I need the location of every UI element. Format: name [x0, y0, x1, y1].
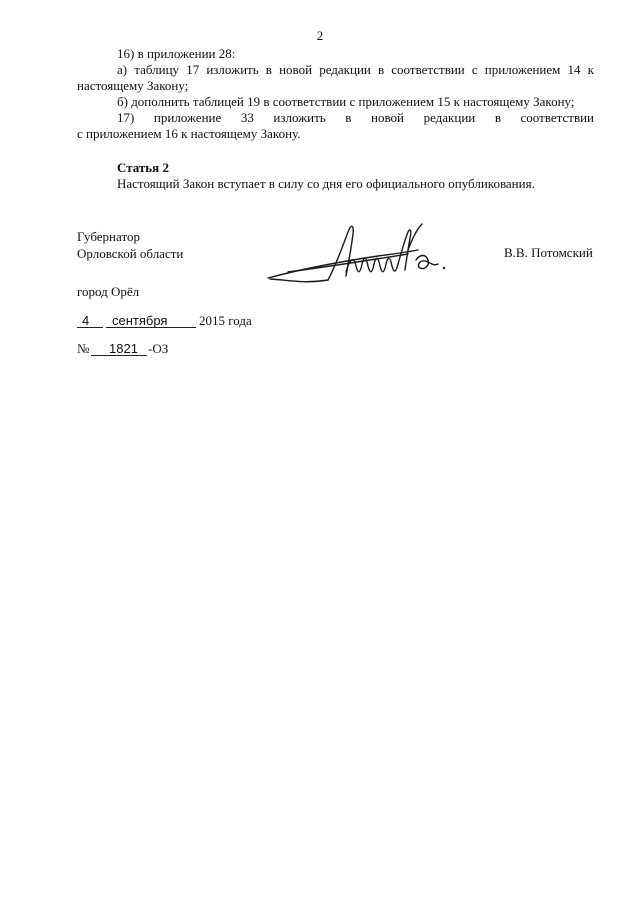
law-number-suffix: -ОЗ	[148, 341, 169, 356]
amendments-list	[77, 46, 594, 142]
item-17-line1: 17) приложение 33 изложить в новой редакции в соответствии	[117, 110, 594, 125]
article-2-heading: Статья 2	[117, 160, 169, 175]
date-month: сентября	[112, 313, 168, 328]
governor-name: В.В. Потомский	[504, 245, 593, 260]
item-16b: б) дополнить таблицей 19 в соответствии с приложением 15 к настоящему Закону;	[117, 94, 575, 109]
signatory-title-line1: Губернатор	[77, 229, 140, 244]
item-16a-line1: а) таблицу 17 изложить в новой редакции в соответствии с приложением 14 к	[117, 62, 594, 77]
day-underline	[77, 327, 103, 328]
date-year: 2015 года	[199, 313, 252, 328]
handwritten-signature	[258, 210, 458, 292]
item-16: 16) в приложении 28:	[117, 46, 236, 61]
law-number-value: 1821	[109, 341, 138, 356]
number-sign: №	[77, 341, 90, 356]
signatory-title	[77, 228, 183, 262]
signing-date	[77, 313, 337, 331]
signatory-title-line2: Орловской области	[77, 246, 184, 261]
item-17-line2: с приложением 16 к настоящему Закону.	[77, 126, 301, 141]
city-name: город Орёл	[77, 284, 140, 299]
law-number	[77, 341, 277, 359]
item-16a-line2: настоящему Закону;	[77, 78, 189, 93]
date-day: 4	[82, 313, 90, 328]
article-2-text: Настоящий Закон вступает в силу со дня его официального опубликования.	[117, 176, 535, 191]
article-2	[77, 160, 594, 192]
page-number: 2	[316, 28, 324, 43]
